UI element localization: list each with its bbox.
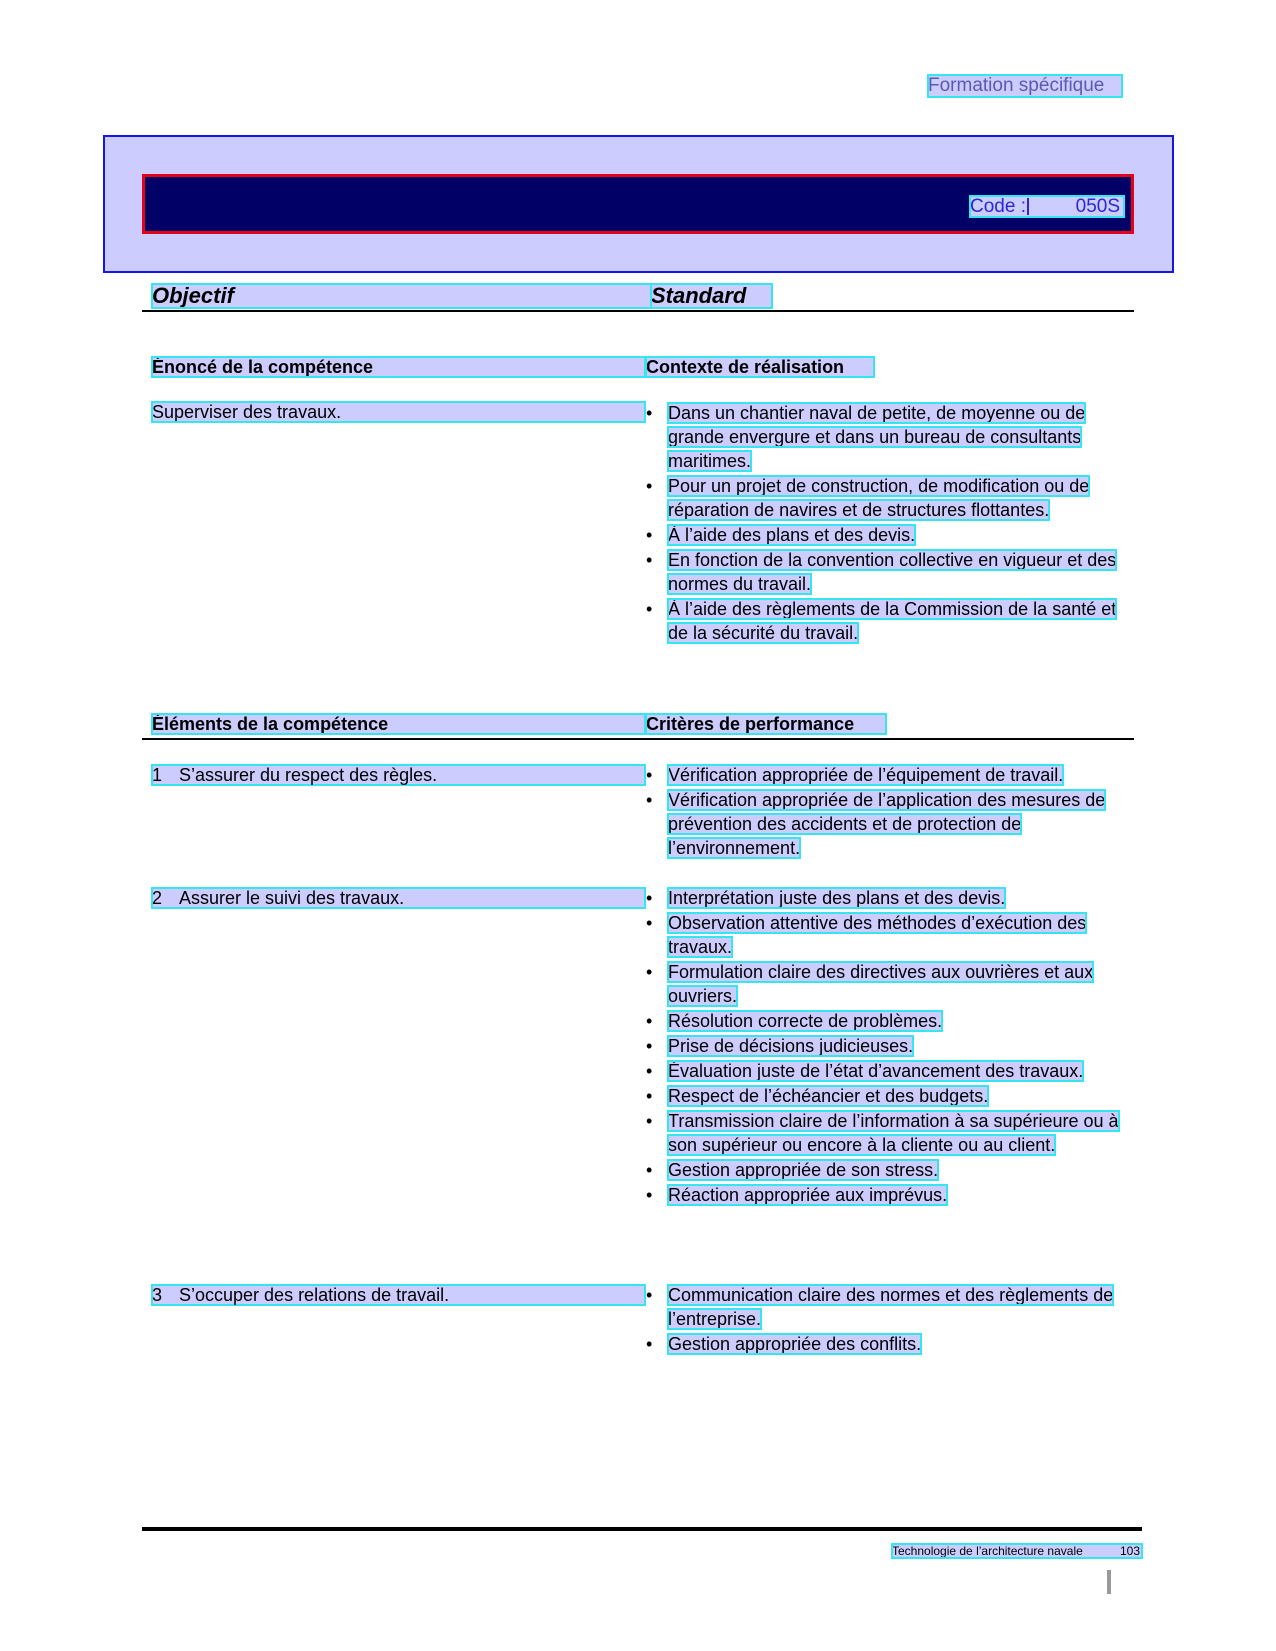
element-label: S’assurer du respect des règles.	[179, 765, 438, 785]
competence-statement: Superviser des travaux.	[152, 402, 645, 422]
list-item: • Résolution correcte de problèmes.	[646, 1009, 1126, 1033]
list-item: • Pour un projet de construction, de modification ou de réparation de navires et de structures flottantes.	[646, 474, 1126, 522]
list-item: • À l’aide des plans et des devis.	[646, 523, 1126, 547]
element-row-1	[152, 765, 645, 785]
column-heading-right: Standard	[651, 284, 772, 308]
code-box	[970, 196, 1124, 217]
list-item: • Réaction appropriée aux imprévus.	[646, 1183, 1126, 1207]
list-item: • Dans un chantier naval de petite, de moyenne ou de grande envergure et dans un bureau de consultants maritimes.	[646, 401, 1126, 473]
elements-heading-rule	[142, 738, 1134, 740]
criteria-list-1	[646, 763, 1126, 861]
page-number: 103	[1119, 1544, 1140, 1558]
code-separator	[1027, 198, 1029, 215]
list-item: • Communication claire des normes et des règlements de l’entreprise.	[646, 1283, 1126, 1331]
element-row-2	[152, 888, 645, 908]
column-heading-left-text: Objectif	[152, 283, 234, 308]
list-item: • Interprétation juste des plans et des devis.	[646, 886, 1126, 910]
list-item: • Vérification appropriée de l’application des mesures de prévention des accidents et de protection de l’environnement.	[646, 788, 1126, 860]
element-label: S’occuper des relations de travail.	[179, 1285, 450, 1305]
list-item: • Gestion appropriée de son stress.	[646, 1158, 1126, 1182]
element-label: Assurer le suivi des travaux.	[179, 888, 405, 908]
list-item: • Formulation claire des directives aux ouvrières et aux ouvriers.	[646, 960, 1126, 1008]
running-header: Formation spécifique	[928, 75, 1122, 97]
context-heading: Contexte de réalisation	[646, 357, 874, 377]
list-item: • En fonction de la convention collective en vigueur et des normes du travail.	[646, 548, 1126, 596]
code-value: 050S	[1075, 196, 1120, 217]
context-list	[646, 401, 1126, 646]
footer	[892, 1544, 1142, 1558]
list-item: • Évaluation juste de l’état d’avancement des travaux.	[646, 1059, 1126, 1083]
elements-heading: Éléments de la compétence	[152, 714, 645, 734]
element-number: 1	[152, 765, 163, 785]
criteria-list-3	[646, 1283, 1126, 1357]
element-number: 2	[152, 888, 163, 908]
element-number: 3	[152, 1285, 163, 1305]
list-item: • Prise de décisions judicieuses.	[646, 1034, 1126, 1058]
list-item: • À l’aide des règlements de la Commission de la santé et de la sécurité du travail.	[646, 597, 1126, 645]
competence-statement-heading: Énoncé de la compétence	[152, 357, 645, 377]
list-item: • Observation attentive des méthodes d’exécution des travaux.	[646, 911, 1126, 959]
footer-rule	[142, 1527, 1142, 1531]
footer-title: Technologie de l’architecture navale	[892, 1544, 1083, 1558]
list-item: • Vérification appropriée de l’équipement de travail.	[646, 763, 1126, 787]
element-row-3	[152, 1285, 645, 1305]
list-item: • Gestion appropriée des conflits.	[646, 1332, 1126, 1356]
criteria-list-2	[646, 886, 1126, 1208]
column-heading-rule	[142, 310, 1134, 312]
list-item: • Transmission claire de l’information à sa supérieure ou à son supérieur ou encore à la cliente ou au client.	[646, 1109, 1126, 1157]
footer-mark	[1107, 1570, 1111, 1594]
list-item: • Respect de l’échéancier et des budgets.	[646, 1084, 1126, 1108]
criteria-heading: Critères de performance	[646, 714, 886, 734]
code-label: Code :	[970, 196, 1026, 217]
